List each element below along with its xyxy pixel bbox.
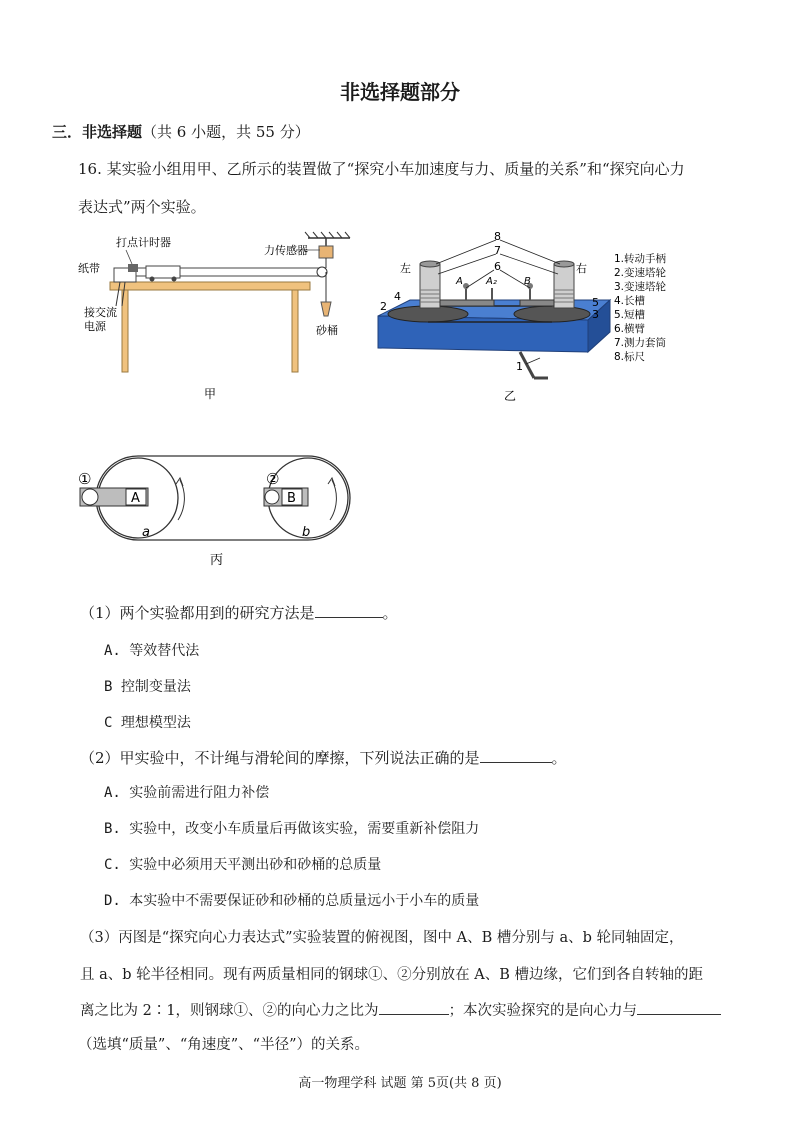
sub2-end: 。	[551, 749, 567, 767]
sub3-force-ratio-blank[interactable]	[379, 1000, 449, 1015]
sub3-line2: 且 a、b 轮半径相同。现有两质量相同的钢球①、②分别放在 A、B 槽边缘，它们到各自转轴的距	[80, 967, 703, 983]
wheel-b-label: b	[302, 525, 311, 540]
legend-item: 2.变速塔轮	[614, 267, 667, 279]
yi-num-7: 7	[494, 244, 501, 257]
power-label-line2: 电源	[84, 320, 106, 333]
figure-bing-caption: 丙	[210, 553, 224, 568]
yi-legend	[614, 252, 667, 363]
sub2-option-b: B. 实验中，改变小车质量后再做该实验，需要重新补偿阻力	[104, 821, 480, 837]
slot-b-label: B	[287, 491, 296, 506]
legend-item: 5.短槽	[614, 309, 646, 321]
sub3-line3	[80, 999, 721, 1020]
yi-num-6: 6	[494, 260, 501, 273]
power-label-line1: 接交流	[84, 306, 117, 319]
bucket-label: 砂桶	[316, 324, 338, 337]
yi-slot-a-label: A	[456, 276, 463, 287]
section-heading	[52, 121, 310, 142]
yi-left-label: 左	[400, 262, 411, 275]
tape-label: 纸带	[78, 262, 100, 275]
sub2-stem: （2）甲实验中，不计绳与滑轮间的摩擦，下列说法正确的是	[80, 749, 480, 767]
sub1-option-b: B 控制变量法	[104, 679, 191, 695]
sub2-option-a: A. 实验前需进行阻力补偿	[104, 785, 270, 801]
slot-a-label: A	[131, 491, 140, 506]
sub3-line3-part2: ；本次实验探究的是向心力与	[448, 1003, 638, 1019]
sub1-answer-blank[interactable]	[315, 603, 383, 618]
legend-item: 1.转动手柄	[614, 253, 667, 265]
sub1-option-c: C 理想模型法	[104, 715, 191, 731]
sub2-answer-blank[interactable]	[480, 748, 552, 763]
question-16-intro-line2: 表达式”两个实验。	[78, 198, 206, 216]
legend-item: 7.测力套筒	[614, 337, 667, 349]
legend-item: 4.长槽	[614, 295, 646, 307]
sub3-line4: （选填“质量”、“角速度”、“半径”）的关系。	[78, 1037, 369, 1053]
figure-jia	[70, 228, 370, 408]
section-title: 三．非选择题	[52, 123, 143, 141]
legend-item: 3.变速塔轮	[614, 281, 667, 293]
sub1-stem-line	[80, 602, 398, 623]
yi-num-1: 1	[516, 360, 523, 373]
page-footer: 高一物理学科 试题 第 5页(共 8 页)	[298, 1076, 502, 1091]
yi-num-8: 8	[494, 230, 501, 243]
wheel-a-label: a	[142, 525, 150, 540]
page-title: 非选择题部分	[340, 80, 460, 104]
sub2-option-d: D. 本实验中不需要保证砂和砂桶的总质量远小于小车的质量	[104, 893, 480, 909]
yi-num-3: 3	[592, 308, 599, 321]
figure-bing	[70, 440, 370, 575]
sub3-line1: （3）丙图是“探究向心力表达式”实验装置的俯视图，图中 A、B 槽分别与 a、b 轮同轴固定，	[80, 930, 684, 946]
yi-num-5: 5	[592, 296, 599, 309]
sub1-end: 。	[382, 604, 398, 622]
ball-1-label: ①	[78, 470, 92, 488]
sub1-stem: （1）两个实验都用到的研究方法是	[80, 604, 315, 622]
figure-yi	[370, 228, 700, 408]
yi-num-4: 4	[394, 290, 401, 303]
yi-right-label: 右	[576, 262, 587, 275]
yi-slot-a2-label: A₂	[486, 276, 497, 287]
legend-item: 6.横臂	[614, 323, 646, 335]
ball-2-label: ②	[266, 470, 280, 488]
sensor-label: 力传感器	[264, 244, 308, 257]
question-16-intro-line1: 16. 某实验小组用甲、乙所示的装置做了“探究小车加速度与力、质量的关系”和“探究向心力	[78, 160, 685, 178]
sub3-line3-part1: 离之比为 2∶1，则钢球①、②的向心力之比为	[80, 1003, 379, 1019]
legend-item: 8.标尺	[614, 351, 646, 363]
yi-slot-b-label: B	[524, 276, 531, 287]
timer-label: 打点计时器	[116, 236, 171, 249]
figure-jia-caption: 甲	[204, 387, 217, 401]
sub2-option-c: C. 实验中必须用天平测出砂和砂桶的总质量	[104, 857, 382, 873]
figure-yi-caption: 乙	[504, 389, 517, 403]
yi-num-2: 2	[380, 300, 387, 313]
sub2-stem-line	[80, 747, 567, 768]
sub1-option-a: A. 等效替代法	[104, 643, 200, 659]
sub3-variable-blank[interactable]	[637, 1000, 721, 1015]
section-note: （共 6 小题，共 55 分）	[142, 123, 310, 141]
